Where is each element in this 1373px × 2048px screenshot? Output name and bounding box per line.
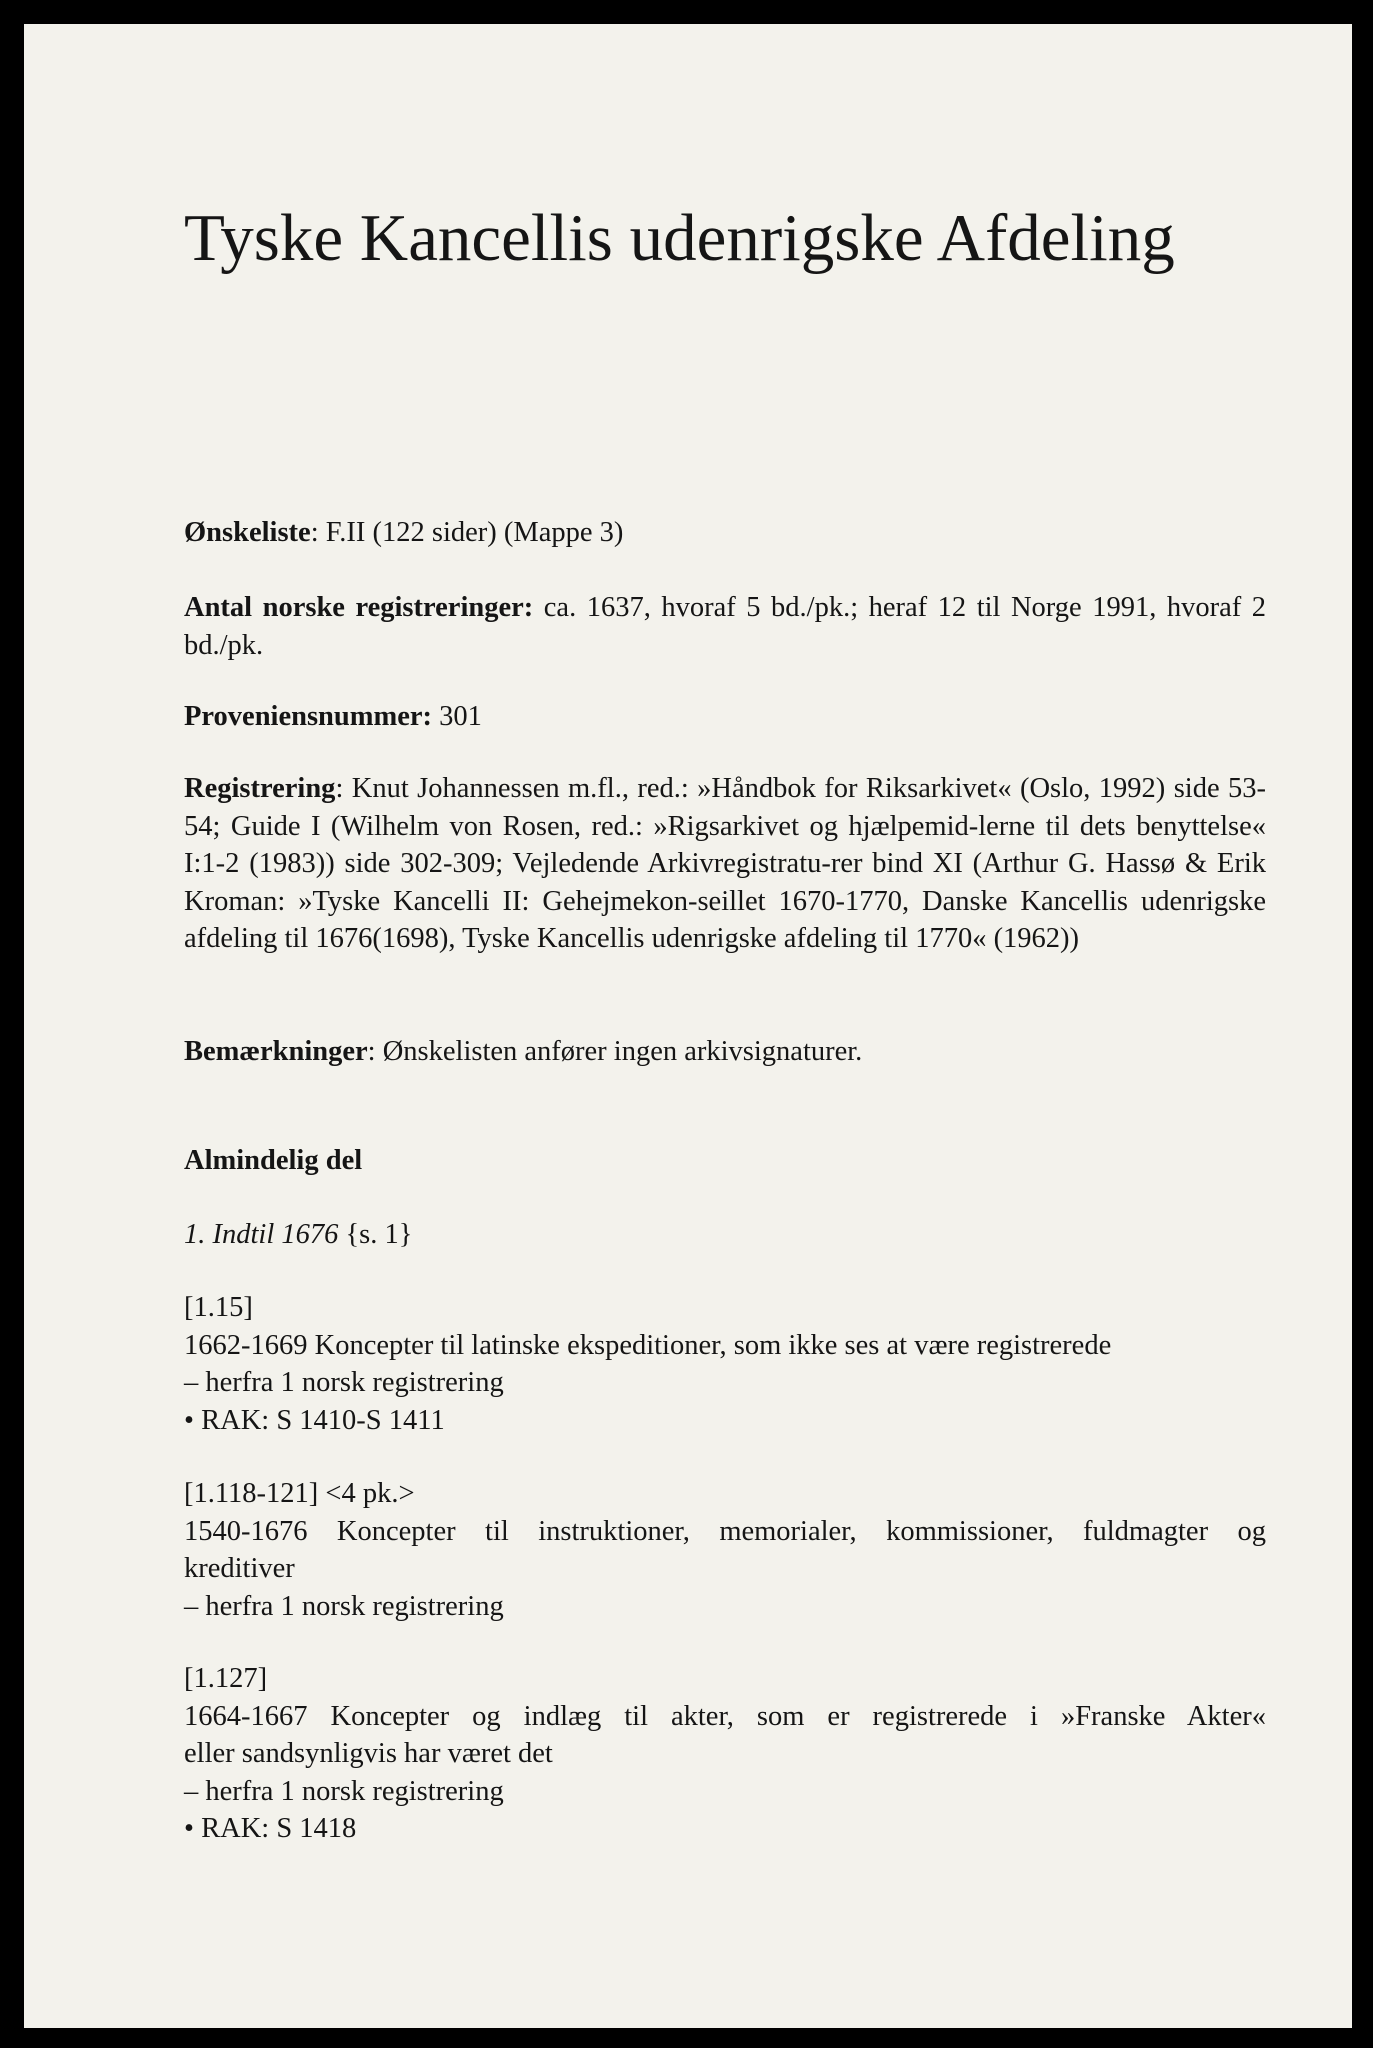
antal-label: Antal norske registreringer: (184, 592, 534, 623)
proveniens-value: 301 (432, 701, 482, 732)
proveniens-label: Proveniensnummer: (184, 701, 433, 732)
entry (184, 1289, 1266, 1439)
entry-rak: • RAK: S 1418 (184, 1813, 357, 1844)
entry (184, 1660, 1266, 1848)
entry-id: [1.127] (184, 1663, 268, 1694)
entry-rak: • RAK: S 1410-S 1411 (184, 1404, 445, 1436)
subsection-page-ref: {s. 1} (345, 1219, 413, 1250)
entry-description: 1664-1667 Koncepter og indlæg til akter, som er registrerede i »Franske Akter« (184, 1700, 1266, 1732)
entry-description: 1540-1676 Koncepter til instruktioner, memorialer, kommissioner, fuldmagter og (184, 1515, 1266, 1547)
bemaerkninger-paragraph: Bemærkninger: Ønskelisten anfører ingen arkivsignaturer. (184, 1036, 863, 1067)
antal-value: ca. 1637, hvoraf 5 bd./pk.; heraf 12 til Norge 1991, hvoraf 2 bd./pk. (184, 592, 1266, 661)
onskeliste-value: F.II (122 sider) (Mappe 3) (325, 517, 624, 548)
entry (184, 1475, 1266, 1625)
entry-note: – herfra 1 norsk registrering (184, 1590, 504, 1622)
registrering-paragraph: Registrering: Knut Johannessen m.fl., red.: »Håndbok for Riksarkivet« (Oslo, 1992) side 53-54; Guide I (Wilhelm von Rosen, red.: »Rigsarkivet og hjælpemid-lerne til dets benyttelse« I:1-2 (1983)) side 302-309; Vejledende Arkivregistratu-rer bind XI (Arthur G. Hassø & Erik Kroman: »Tyske Kancelli II: Gehejmekon-seillet 1670-1770, Danske Kancellis udenrigske afdeling til 1676(1698), Tyske Kancellis udenrigske afdeling til 1770« (1962)) (184, 773, 1266, 954)
entry-note: – herfra 1 norsk registrering (184, 1775, 504, 1807)
entry-id: [1.15] (184, 1292, 253, 1323)
onskeliste-label: Ønskeliste (184, 517, 311, 548)
bemaerkninger-label: Bemærkninger (184, 1036, 368, 1067)
bemaerkninger-value: Ønskelisten anfører ingen arkivsignaturer. (382, 1036, 863, 1067)
subsection-title: Indtil 1676 (212, 1219, 339, 1250)
subsection-number: 1. (184, 1219, 206, 1250)
section-heading: Almindelig del (184, 1145, 363, 1176)
entry-note: – herfra 1 norsk registrering (184, 1367, 504, 1398)
antal-paragraph (184, 589, 1266, 664)
page-title: Tyske Kancellis udenrigske Afdeling (184, 201, 1175, 275)
entry-description-cont: eller sandsynligvis har været det (184, 1738, 553, 1769)
document-page (24, 24, 1352, 2028)
entry-id: [1.118-121] <4 pk.> (184, 1478, 415, 1509)
registrering-label: Registrering (184, 773, 336, 804)
proveniens-paragraph (184, 698, 1266, 736)
subsection-heading (184, 1216, 1266, 1254)
entry-description-cont: kreditiver (184, 1553, 295, 1584)
entry-description: 1662-1669 Koncepter til latinske ekspeditioner, som ikke ses at være registrerede (184, 1329, 1112, 1361)
registrering-value: Knut Johannessen m.fl., red.: »Håndbok for Riksarkivet« (Oslo, 1992) side 53-54; Guide I (Wilhelm von Rosen, red.: »Rigsarkivet og hjælpemid-lerne til dets benyttelse« I:1-2 (1983)) side 302-309; Vejledende Arkivregistratu-rer bind XI (Arthur G. Hassø & Erik Kroman: »Tyske Kancelli II: Gehejmekon-seillet 1670-1770, Danske Kancellis udenrigske afdeling til 1676(1698), Tyske Kancellis udenrigske afdeling til 1770« (1962)) (184, 773, 1266, 954)
onskeliste-paragraph: Ønskeliste: F.II (122 sider) (Mappe 3) (184, 517, 624, 548)
